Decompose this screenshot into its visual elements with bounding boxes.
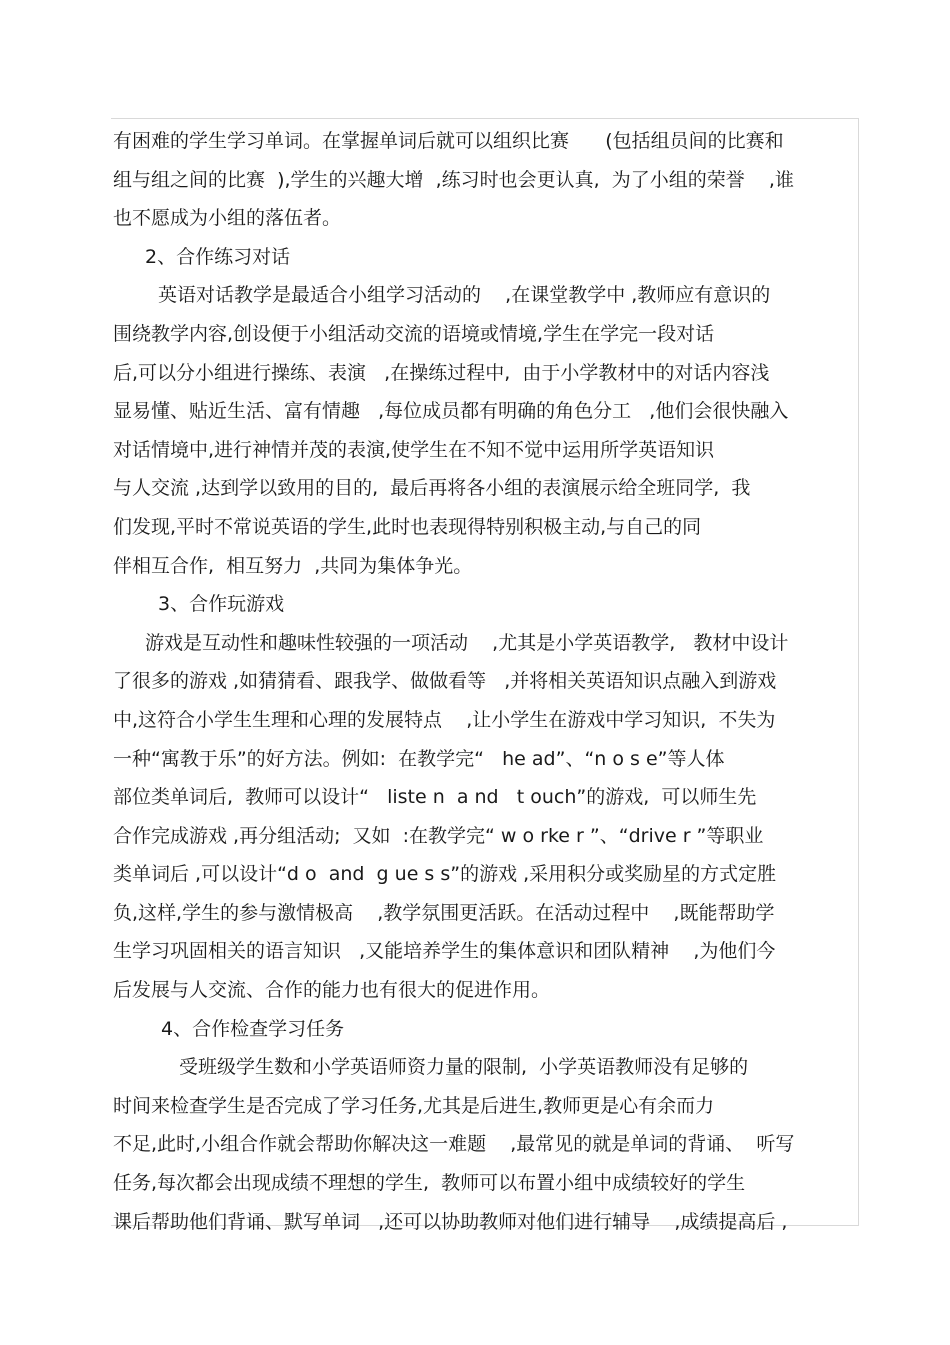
- text-line: 4、合作检查学习任务: [161, 1017, 345, 1040]
- text-line: 组与组之间的比赛 ),学生的兴趣大增 ,练习时也会更认真, 为了小组的荣誉 ,谁: [113, 168, 794, 191]
- text-line: 对话情境中,进行神情并茂的表演,使学生在不知不觉中运用所学英语知识: [113, 438, 715, 461]
- text-line: 围绕教学内容,创设便于小组活动交流的语境或情境,学生在学完一段对话: [113, 322, 715, 345]
- text-line: 伴相互合作, 相互努力 ,共同为集体争光。: [113, 554, 473, 577]
- text-line: 一种“寓教于乐”的好方法。例如: 在教学完“ he ad”、“n o s e”等人体: [113, 747, 725, 770]
- text-line: 负,这样,学生的参与激情极高 ,教学氛围更活跃。在活动过程中 ,既能帮助学: [113, 901, 775, 924]
- text-line: 显易懂、贴近生活、富有情趣 ,每位成员都有明确的角色分工 ,他们会很快融入: [113, 400, 789, 423]
- text-line: 时间来检查学生是否完成了学习任务,尤其是后进生,教师更是心有余而力: [113, 1094, 715, 1117]
- text-line: 游戏是互动性和趣味性较强的一项活动 ,尤其是小学英语教学, 教材中设计: [145, 631, 789, 654]
- text-line: 合作完成游戏 ,再分组活动; 又如 :在教学完“ w o rke r ”、“drive r ”等职业: [113, 824, 764, 847]
- text-line: 后,可以分小组进行操练、表演 ,在操练过程中, 由于小学教材中的对话内容浅: [113, 361, 770, 384]
- text-line: 类单词后 ,可以设计“d o and g ue s s”的游戏 ,采用积分或奖励星的方式定胜: [113, 863, 777, 886]
- text-line: 也不愿成为小组的落伍者。: [113, 207, 342, 230]
- text-line: 有困难的学生学习单词。在掌握单词后就可以组织比赛 (包括组员间的比赛和: [113, 130, 784, 152]
- text-line: 部位类单词后, 教师可以设计“ liste n a nd t ouch”的游戏, 可以师生先: [113, 786, 757, 809]
- text-line: 中,这符合小学生生理和心理的发展特点 ,让小学生在游戏中学习知识, 不失为: [113, 708, 776, 731]
- text-line: 英语对话教学是最适合小组学习活动的 ,在课堂教学中 ,教师应有意识的: [158, 284, 771, 307]
- text-line: 们发现,平时不常说英语的学生,此时也表现得特别积极主动,与自己的同: [113, 515, 702, 538]
- text-line: 了很多的游戏 ,如猜猜看、跟我学、做做看等 ,并将相关英语知识点融入到游戏: [113, 670, 777, 693]
- text-line: 后发展与人交流、合作的能力也有很大的促进作用。: [113, 979, 551, 1002]
- text-line: 课后帮助他们背诵、默写单词 ,还可以协助教师对他们进行辅导 ,成绩提高后 ,: [113, 1210, 788, 1233]
- text-line: 任务,每次都会出现成绩不理想的学生, 教师可以布置小组中成绩较好的学生: [113, 1172, 746, 1195]
- text-line: 生学习巩固相关的语言知识 ,又能培养学生的集体意识和团队精神 ,为他们今: [113, 940, 776, 963]
- text-line: 与人交流 ,达到学以致用的目的, 最后再将各小组的表演展示给全班同学, 我: [113, 477, 751, 500]
- document-body: [113, 122, 858, 1241]
- text-line: 不足,此时,小组合作就会帮助你解决这一难题 ,最常见的就是单词的背诵、 听写: [113, 1133, 795, 1156]
- text-line: 3、合作玩游戏: [158, 593, 285, 616]
- text-line: 受班级学生数和小学英语师资力量的限制, 小学英语教师没有足够的: [179, 1056, 749, 1079]
- text-line: 2、合作练习对话: [145, 245, 291, 268]
